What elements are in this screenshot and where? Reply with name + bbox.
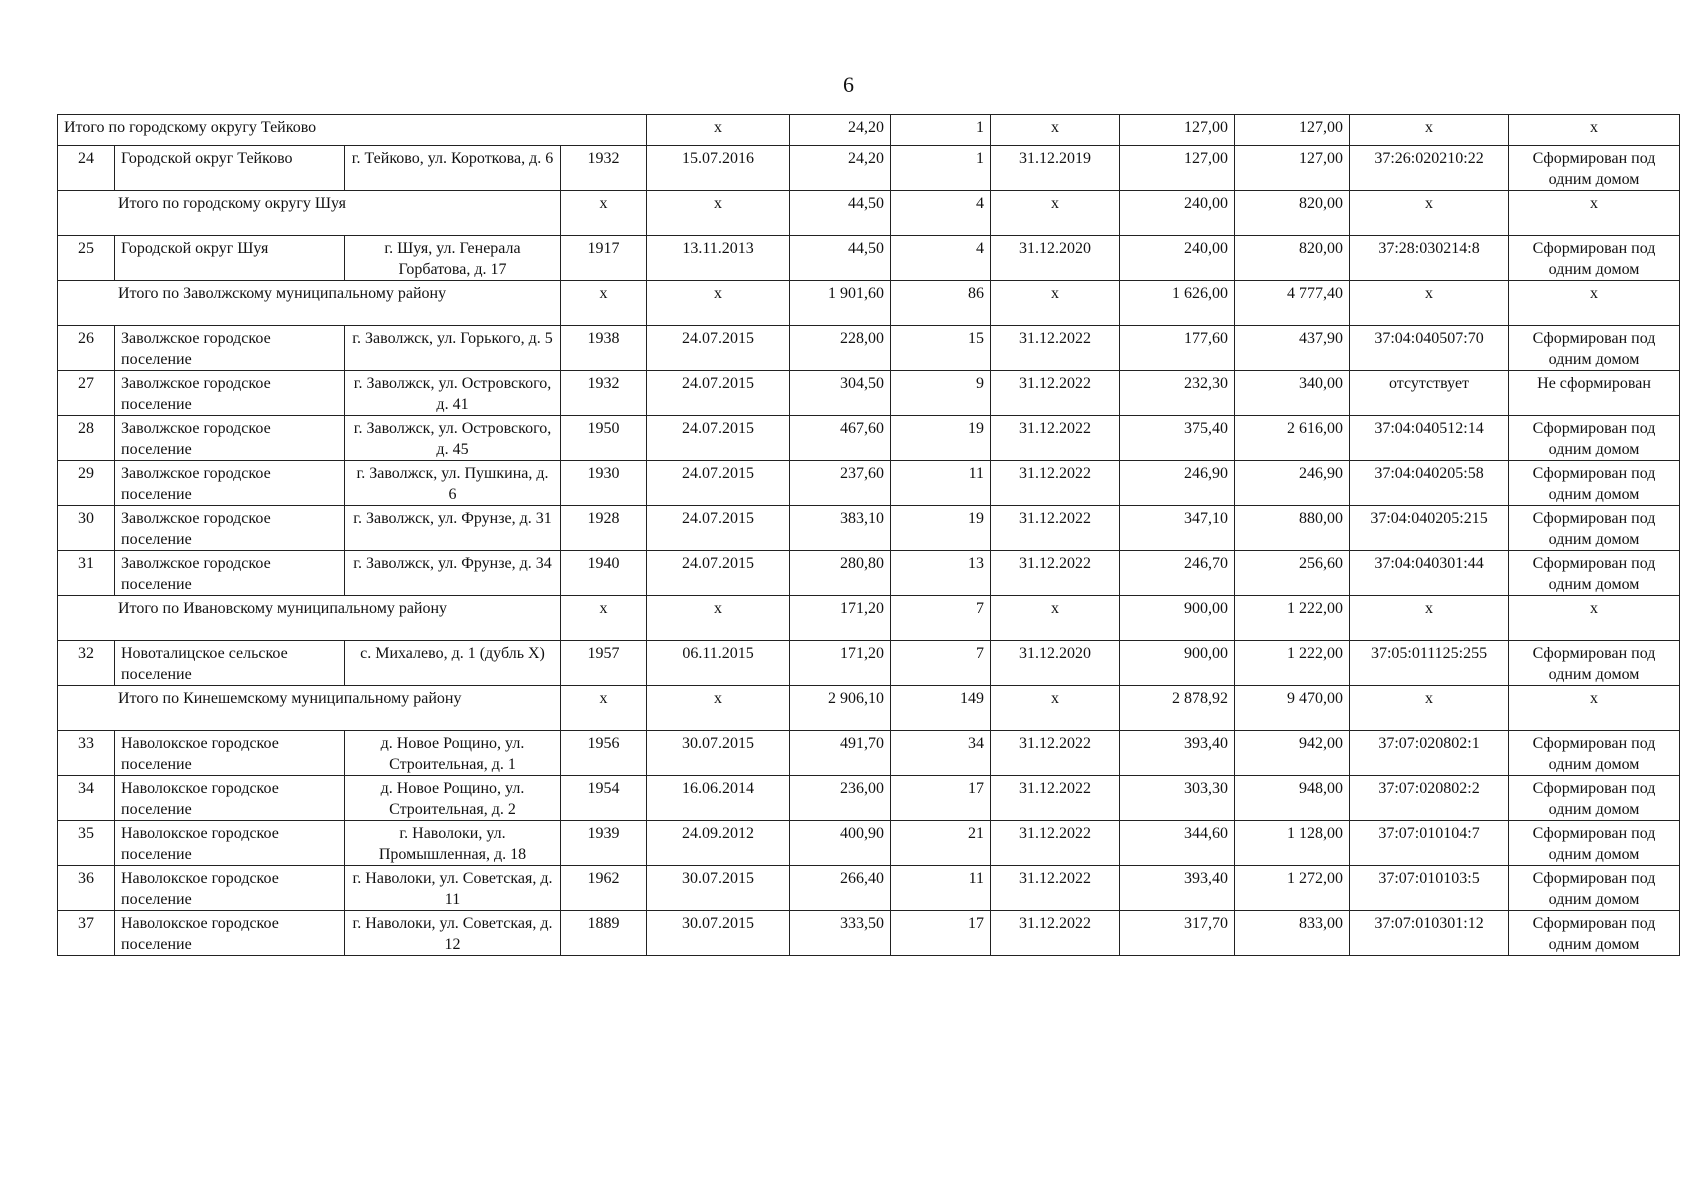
row-number-cell: 37 xyxy=(58,911,115,956)
address-cell: г. Наволоки, ул. Советская, д. 12 xyxy=(345,911,561,956)
cadastral-cell: 37:04:040301:44 xyxy=(1350,551,1509,596)
year-cell: x xyxy=(561,281,647,326)
table-body xyxy=(58,115,1680,956)
plot-area-cell: 393,40 xyxy=(1120,866,1235,911)
row-number-cell: 35 xyxy=(58,821,115,866)
table-row xyxy=(58,146,1680,191)
address-cell: г. Наволоки, ул. Промышленная, д. 18 xyxy=(345,821,561,866)
address-cell: г. Заволжск, ул. Горького, д. 5 xyxy=(345,326,561,371)
subtotal-row xyxy=(58,115,1680,146)
municipality-cell: Городской округ Шуя xyxy=(115,236,345,281)
area-cell: 236,00 xyxy=(790,776,891,821)
plot-area-cell: 393,40 xyxy=(1120,731,1235,776)
total-area-cell: 9 470,00 xyxy=(1235,686,1350,731)
residents-cell: 7 xyxy=(891,596,991,641)
row-number-cell: 26 xyxy=(58,326,115,371)
municipality-cell: Городской округ Тейково xyxy=(115,146,345,191)
date-cell: x xyxy=(647,115,790,146)
cadastral-cell: 37:07:010104:7 xyxy=(1350,821,1509,866)
total-area-cell: 340,00 xyxy=(1235,371,1350,416)
total-area-cell: 1 128,00 xyxy=(1235,821,1350,866)
address-cell: г. Заволжск, ул. Пушкина, д. 6 xyxy=(345,461,561,506)
cadastral-cell: отсутствует xyxy=(1350,371,1509,416)
table-row xyxy=(58,641,1680,686)
row-number-cell: 30 xyxy=(58,506,115,551)
residents-cell: 1 xyxy=(891,146,991,191)
table-row xyxy=(58,551,1680,596)
residents-cell: 19 xyxy=(891,506,991,551)
municipality-cell: Заволжское городское поселение xyxy=(115,461,345,506)
year-cell: 1917 xyxy=(561,236,647,281)
year-cell: 1962 xyxy=(561,866,647,911)
residents-cell: 1 xyxy=(891,115,991,146)
deadline-cell: 31.12.2022 xyxy=(991,731,1120,776)
municipality-cell: Заволжское городское поселение xyxy=(115,551,345,596)
cadastral-cell: x xyxy=(1350,686,1509,731)
status-cell: Не сформирован xyxy=(1509,371,1680,416)
municipality-cell: Наволокское городское поселение xyxy=(115,821,345,866)
status-cell: Сформирован под одним домом xyxy=(1509,821,1680,866)
deadline-cell: 31.12.2022 xyxy=(991,416,1120,461)
status-cell: Сформирован под одним домом xyxy=(1509,236,1680,281)
plot-area-cell: 177,60 xyxy=(1120,326,1235,371)
table-row xyxy=(58,911,1680,956)
plot-area-cell: 344,60 xyxy=(1120,821,1235,866)
residents-cell: 11 xyxy=(891,866,991,911)
area-cell: 304,50 xyxy=(790,371,891,416)
total-area-cell: 1 272,00 xyxy=(1235,866,1350,911)
date-cell: 30.07.2015 xyxy=(647,731,790,776)
residents-cell: 7 xyxy=(891,641,991,686)
total-area-cell: 256,60 xyxy=(1235,551,1350,596)
status-cell: Сформирован под одним домом xyxy=(1509,731,1680,776)
date-cell: 13.11.2013 xyxy=(647,236,790,281)
date-cell: 30.07.2015 xyxy=(647,866,790,911)
plot-area-cell: 240,00 xyxy=(1120,191,1235,236)
year-cell: 1889 xyxy=(561,911,647,956)
plot-area-cell: 1 626,00 xyxy=(1120,281,1235,326)
date-cell: 24.09.2012 xyxy=(647,821,790,866)
table-row xyxy=(58,371,1680,416)
plot-area-cell: 900,00 xyxy=(1120,641,1235,686)
row-number-cell: 29 xyxy=(58,461,115,506)
row-number-cell: 25 xyxy=(58,236,115,281)
row-number-cell: 27 xyxy=(58,371,115,416)
year-cell: 1957 xyxy=(561,641,647,686)
table-row xyxy=(58,731,1680,776)
row-number-cell: 33 xyxy=(58,731,115,776)
residents-cell: 11 xyxy=(891,461,991,506)
area-cell: 228,00 xyxy=(790,326,891,371)
deadline-cell: 31.12.2020 xyxy=(991,641,1120,686)
plot-area-cell: 303,30 xyxy=(1120,776,1235,821)
subtotal-label: Итого по Кинешемскому муниципальному району xyxy=(58,686,561,731)
plot-area-cell: 317,70 xyxy=(1120,911,1235,956)
area-cell: 1 901,60 xyxy=(790,281,891,326)
plot-area-cell: 347,10 xyxy=(1120,506,1235,551)
registry-table xyxy=(57,114,1680,956)
cadastral-cell: x xyxy=(1350,596,1509,641)
table-row xyxy=(58,236,1680,281)
area-cell: 467,60 xyxy=(790,416,891,461)
residents-cell: 17 xyxy=(891,776,991,821)
area-cell: 171,20 xyxy=(790,596,891,641)
total-area-cell: 948,00 xyxy=(1235,776,1350,821)
plot-area-cell: 232,30 xyxy=(1120,371,1235,416)
address-cell: г. Заволжск, ул. Фрунзе, д. 34 xyxy=(345,551,561,596)
address-cell: г. Шуя, ул. Генерала Горбатова, д. 17 xyxy=(345,236,561,281)
cadastral-cell: 37:28:030214:8 xyxy=(1350,236,1509,281)
table-row xyxy=(58,326,1680,371)
deadline-cell: 31.12.2022 xyxy=(991,911,1120,956)
year-cell: x xyxy=(561,686,647,731)
total-area-cell: 820,00 xyxy=(1235,236,1350,281)
municipality-cell: Заволжское городское поселение xyxy=(115,371,345,416)
area-cell: 171,20 xyxy=(790,641,891,686)
year-cell: 1928 xyxy=(561,506,647,551)
deadline-cell: 31.12.2022 xyxy=(991,866,1120,911)
deadline-cell: 31.12.2022 xyxy=(991,506,1120,551)
year-cell: 1954 xyxy=(561,776,647,821)
table-row xyxy=(58,866,1680,911)
table-row xyxy=(58,776,1680,821)
cadastral-cell: 37:07:010301:12 xyxy=(1350,911,1509,956)
plot-area-cell: 246,90 xyxy=(1120,461,1235,506)
total-area-cell: 437,90 xyxy=(1235,326,1350,371)
area-cell: 280,80 xyxy=(790,551,891,596)
municipality-cell: Заволжское городское поселение xyxy=(115,506,345,551)
address-cell: д. Новое Рощино, ул. Строительная, д. 1 xyxy=(345,731,561,776)
status-cell: Сформирован под одним домом xyxy=(1509,551,1680,596)
date-cell: 06.11.2015 xyxy=(647,641,790,686)
residents-cell: 17 xyxy=(891,911,991,956)
total-area-cell: 942,00 xyxy=(1235,731,1350,776)
table-row xyxy=(58,506,1680,551)
date-cell: 24.07.2015 xyxy=(647,506,790,551)
date-cell: 16.06.2014 xyxy=(647,776,790,821)
residents-cell: 19 xyxy=(891,416,991,461)
year-cell: 1938 xyxy=(561,326,647,371)
status-cell: Сформирован под одним домом xyxy=(1509,866,1680,911)
area-cell: 44,50 xyxy=(790,191,891,236)
plot-area-cell: 2 878,92 xyxy=(1120,686,1235,731)
status-cell: Сформирован под одним домом xyxy=(1509,461,1680,506)
area-cell: 24,20 xyxy=(790,115,891,146)
deadline-cell: 31.12.2022 xyxy=(991,461,1120,506)
cadastral-cell: 37:04:040205:215 xyxy=(1350,506,1509,551)
address-cell: г. Заволжск, ул. Островского, д. 45 xyxy=(345,416,561,461)
row-number-cell: 24 xyxy=(58,146,115,191)
date-cell: 24.07.2015 xyxy=(647,551,790,596)
year-cell: 1932 xyxy=(561,371,647,416)
year-cell: 1956 xyxy=(561,731,647,776)
deadline-cell: 31.12.2019 xyxy=(991,146,1120,191)
area-cell: 2 906,10 xyxy=(790,686,891,731)
date-cell: x xyxy=(647,596,790,641)
status-cell: Сформирован под одним домом xyxy=(1509,911,1680,956)
deadline-cell: x xyxy=(991,191,1120,236)
date-cell: 30.07.2015 xyxy=(647,911,790,956)
year-cell: x xyxy=(561,191,647,236)
page-number: 6 xyxy=(843,72,854,97)
total-area-cell: 1 222,00 xyxy=(1235,641,1350,686)
date-cell: x xyxy=(647,191,790,236)
year-cell: x xyxy=(561,596,647,641)
cadastral-cell: 37:07:020802:2 xyxy=(1350,776,1509,821)
subtotal-label: Итого по городскому округу Тейково xyxy=(58,115,647,146)
deadline-cell: 31.12.2022 xyxy=(991,821,1120,866)
residents-cell: 4 xyxy=(891,191,991,236)
area-cell: 24,20 xyxy=(790,146,891,191)
cadastral-cell: x xyxy=(1350,281,1509,326)
area-cell: 237,60 xyxy=(790,461,891,506)
row-number-cell: 36 xyxy=(58,866,115,911)
total-area-cell: 833,00 xyxy=(1235,911,1350,956)
total-area-cell: 4 777,40 xyxy=(1235,281,1350,326)
cadastral-cell: 37:05:011125:255 xyxy=(1350,641,1509,686)
plot-area-cell: 127,00 xyxy=(1120,146,1235,191)
year-cell: 1930 xyxy=(561,461,647,506)
plot-area-cell: 246,70 xyxy=(1120,551,1235,596)
row-number-cell: 34 xyxy=(58,776,115,821)
subtotal-row xyxy=(58,686,1680,731)
municipality-cell: Наволокское городское поселение xyxy=(115,911,345,956)
date-cell: 24.07.2015 xyxy=(647,416,790,461)
row-number-cell: 31 xyxy=(58,551,115,596)
residents-cell: 9 xyxy=(891,371,991,416)
status-cell: x xyxy=(1509,281,1680,326)
year-cell: 1932 xyxy=(561,146,647,191)
address-cell: с. Михалево, д. 1 (дубль Х) xyxy=(345,641,561,686)
subtotal-label: Итого по Ивановскому муниципальному району xyxy=(58,596,561,641)
total-area-cell: 246,90 xyxy=(1235,461,1350,506)
residents-cell: 21 xyxy=(891,821,991,866)
cadastral-cell: 37:04:040512:14 xyxy=(1350,416,1509,461)
residents-cell: 4 xyxy=(891,236,991,281)
status-cell: Сформирован под одним домом xyxy=(1509,416,1680,461)
total-area-cell: 127,00 xyxy=(1235,146,1350,191)
plot-area-cell: 127,00 xyxy=(1120,115,1235,146)
deadline-cell: x xyxy=(991,596,1120,641)
status-cell: Сформирован под одним домом xyxy=(1509,326,1680,371)
status-cell: x xyxy=(1509,686,1680,731)
address-cell: г. Заволжск, ул. Фрунзе, д. 31 xyxy=(345,506,561,551)
cadastral-cell: 37:07:010103:5 xyxy=(1350,866,1509,911)
date-cell: 15.07.2016 xyxy=(647,146,790,191)
residents-cell: 149 xyxy=(891,686,991,731)
total-area-cell: 880,00 xyxy=(1235,506,1350,551)
total-area-cell: 2 616,00 xyxy=(1235,416,1350,461)
row-number-cell: 28 xyxy=(58,416,115,461)
table-row xyxy=(58,461,1680,506)
status-cell: x xyxy=(1509,115,1680,146)
total-area-cell: 820,00 xyxy=(1235,191,1350,236)
date-cell: 24.07.2015 xyxy=(647,326,790,371)
residents-cell: 34 xyxy=(891,731,991,776)
residents-cell: 86 xyxy=(891,281,991,326)
deadline-cell: 31.12.2022 xyxy=(991,371,1120,416)
year-cell: 1950 xyxy=(561,416,647,461)
total-area-cell: 127,00 xyxy=(1235,115,1350,146)
status-cell: Сформирован под одним домом xyxy=(1509,641,1680,686)
year-cell: 1940 xyxy=(561,551,647,596)
status-cell: x xyxy=(1509,596,1680,641)
area-cell: 383,10 xyxy=(790,506,891,551)
plot-area-cell: 375,40 xyxy=(1120,416,1235,461)
date-cell: x xyxy=(647,686,790,731)
deadline-cell: 31.12.2022 xyxy=(991,776,1120,821)
municipality-cell: Новоталицское сельское поселение xyxy=(115,641,345,686)
table-row xyxy=(58,821,1680,866)
status-cell: Сформирован под одним домом xyxy=(1509,776,1680,821)
address-cell: д. Новое Рощино, ул. Строительная, д. 2 xyxy=(345,776,561,821)
address-cell: г. Заволжск, ул. Островского, д. 41 xyxy=(345,371,561,416)
residents-cell: 15 xyxy=(891,326,991,371)
area-cell: 491,70 xyxy=(790,731,891,776)
year-cell: 1939 xyxy=(561,821,647,866)
deadline-cell: x xyxy=(991,115,1120,146)
address-cell: г. Тейково, ул. Короткова, д. 6 xyxy=(345,146,561,191)
status-cell: Сформирован под одним домом xyxy=(1509,146,1680,191)
subtotal-row xyxy=(58,191,1680,236)
cadastral-cell: x xyxy=(1350,191,1509,236)
area-cell: 400,90 xyxy=(790,821,891,866)
plot-area-cell: 240,00 xyxy=(1120,236,1235,281)
cadastral-cell: 37:04:040205:58 xyxy=(1350,461,1509,506)
subtotal-label: Итого по городскому округу Шуя xyxy=(58,191,561,236)
plot-area-cell: 900,00 xyxy=(1120,596,1235,641)
subtotal-label: Итого по Заволжскому муниципальному району xyxy=(58,281,561,326)
residents-cell: 13 xyxy=(891,551,991,596)
municipality-cell: Заволжское городское поселение xyxy=(115,416,345,461)
deadline-cell: x xyxy=(991,686,1120,731)
cadastral-cell: x xyxy=(1350,115,1509,146)
subtotal-row xyxy=(58,596,1680,641)
cadastral-cell: 37:04:040507:70 xyxy=(1350,326,1509,371)
table-row xyxy=(58,416,1680,461)
area-cell: 44,50 xyxy=(790,236,891,281)
subtotal-row xyxy=(58,281,1680,326)
municipality-cell: Наволокское городское поселение xyxy=(115,731,345,776)
status-cell: x xyxy=(1509,191,1680,236)
municipality-cell: Заволжское городское поселение xyxy=(115,326,345,371)
area-cell: 333,50 xyxy=(790,911,891,956)
municipality-cell: Наволокское городское поселение xyxy=(115,866,345,911)
cadastral-cell: 37:26:020210:22 xyxy=(1350,146,1509,191)
date-cell: 24.07.2015 xyxy=(647,371,790,416)
total-area-cell: 1 222,00 xyxy=(1235,596,1350,641)
deadline-cell: 31.12.2020 xyxy=(991,236,1120,281)
area-cell: 266,40 xyxy=(790,866,891,911)
date-cell: x xyxy=(647,281,790,326)
deadline-cell: 31.12.2022 xyxy=(991,326,1120,371)
deadline-cell: 31.12.2022 xyxy=(991,551,1120,596)
cadastral-cell: 37:07:020802:1 xyxy=(1350,731,1509,776)
municipality-cell: Наволокское городское поселение xyxy=(115,776,345,821)
address-cell: г. Наволоки, ул. Советская, д. 11 xyxy=(345,866,561,911)
status-cell: Сформирован под одним домом xyxy=(1509,506,1680,551)
deadline-cell: x xyxy=(991,281,1120,326)
row-number-cell: 32 xyxy=(58,641,115,686)
date-cell: 24.07.2015 xyxy=(647,461,790,506)
